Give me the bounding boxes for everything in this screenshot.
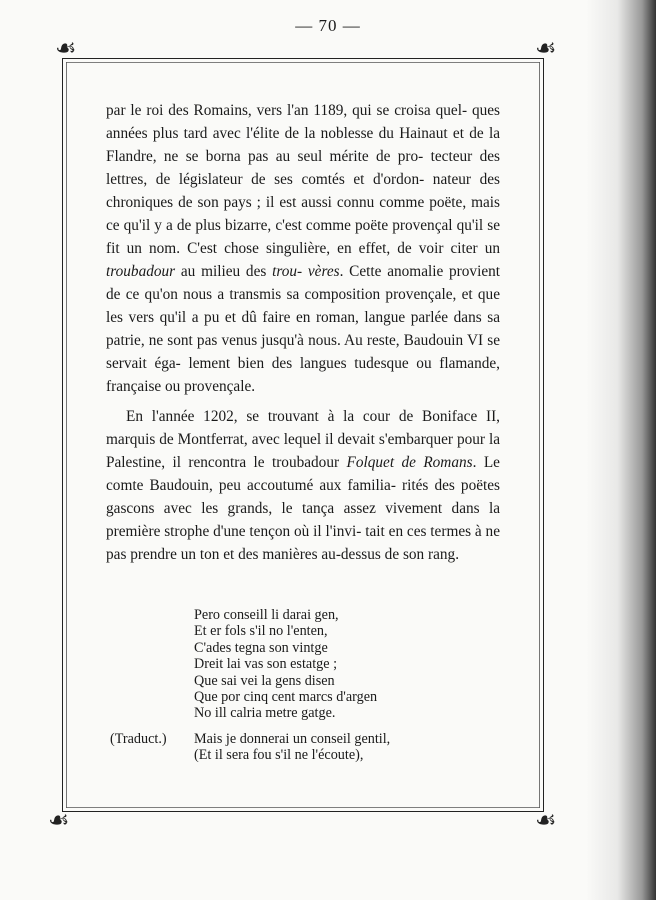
text-line: comme poëte, mais ce qu'il y a de plus bizarre, c'est comme bbox=[106, 194, 501, 234]
text-line: au-dessus de son rang. bbox=[321, 546, 460, 563]
text-line: nateur des chroniques de son pays ; il est aussi connu bbox=[106, 171, 501, 211]
text-line: vivement dans la première strophe d'une tençon où il l'invi- bbox=[106, 500, 500, 540]
poem-verse bbox=[194, 607, 494, 722]
text-fragment: en effet, de voir citer un bbox=[337, 240, 500, 257]
translation-label: (Traduct.) bbox=[110, 731, 167, 747]
verse-line: Dreit lai vas son estatge ; bbox=[194, 656, 338, 673]
text-line: . Cette anomalie provient de ce qu'on nous a transmis sa bbox=[106, 263, 501, 303]
text-fragment: au milieu des bbox=[175, 263, 273, 280]
italic-term: vères bbox=[307, 263, 340, 280]
verse-line: Et er fols s'il no l'enten, bbox=[194, 623, 328, 640]
text-line: venus jusqu'à nous. Au reste, Baudouin VI se servait éga- bbox=[106, 332, 500, 372]
translation-verse bbox=[194, 731, 494, 764]
text-line: tait en ces termes à ne pas prendre un ton et des manières bbox=[106, 523, 500, 563]
italic-term: trou- bbox=[272, 263, 303, 280]
text-line: et de la Flandre, ne se borna pas au seul mérite de pro- bbox=[106, 125, 500, 165]
text-line: poëte provençal qu'il se fit un nom. C'est chose singulière, bbox=[106, 217, 500, 257]
text-line: lement bien des langues tudesque ou flamande, française bbox=[106, 355, 501, 395]
corner-ornament-icon: ☙ bbox=[55, 34, 77, 62]
text-line: pour la Palestine, il rencontra le troubadour bbox=[106, 431, 501, 471]
paragraph-1 bbox=[106, 99, 500, 398]
text-line: faire en roman, langue parlée dans sa patrie, ne sont pas bbox=[106, 309, 500, 349]
text-line: par le roi des Romains, vers l'an 1189, qui se croisa quel- bbox=[106, 102, 468, 119]
verse-line: No ill calria metre gatge. bbox=[194, 705, 336, 722]
text-line: marquis de Montferrat, avec lequel il devait s'embarquer bbox=[106, 431, 453, 448]
text-line: . Le comte Baudouin, peu accoutumé aux familia- bbox=[106, 454, 500, 494]
paragraph-2 bbox=[106, 405, 500, 566]
italic-term: Folquet de bbox=[346, 454, 416, 471]
italic-term: troubadour bbox=[106, 263, 176, 280]
text-line: En l'année 1202, se trouvant à la cour de Boniface II, bbox=[126, 408, 500, 425]
italic-term: Romans bbox=[423, 454, 473, 471]
binding-shadow bbox=[586, 0, 656, 900]
text-line: ou provençale. bbox=[165, 378, 256, 395]
verse-line: Que sai vei la gens disen bbox=[194, 672, 335, 689]
page-number: — 70 — bbox=[295, 16, 361, 35]
verse-line: (Et il sera fou s'il ne l'écoute), bbox=[194, 747, 364, 764]
corner-ornament-icon: ☙ bbox=[535, 806, 557, 834]
verse-line: Pero conseill li darai gen, bbox=[194, 607, 339, 623]
corner-ornament-icon: ☙ bbox=[535, 34, 557, 62]
text-line: tecteur des lettres, de législateur de ses comtés et d'ordon- bbox=[106, 148, 501, 188]
text-line: ques années plus tard avec l'élite de la noblesse du Hainaut bbox=[106, 102, 500, 142]
text-line: rités des poëtes gascons avec les grands, le tança assez bbox=[106, 477, 500, 517]
verse-line: Que por cinq cent marcs d'argen bbox=[194, 689, 378, 706]
body-text bbox=[106, 99, 500, 566]
text-line: composition provençale, et que les vers qu'il a pu et dû bbox=[106, 286, 500, 326]
verse-line: C'ades tegna son vintge bbox=[194, 639, 328, 656]
verse-line: Mais je donnerai un conseil gentil, bbox=[194, 731, 391, 747]
corner-ornament-icon: ☙ bbox=[48, 806, 70, 834]
